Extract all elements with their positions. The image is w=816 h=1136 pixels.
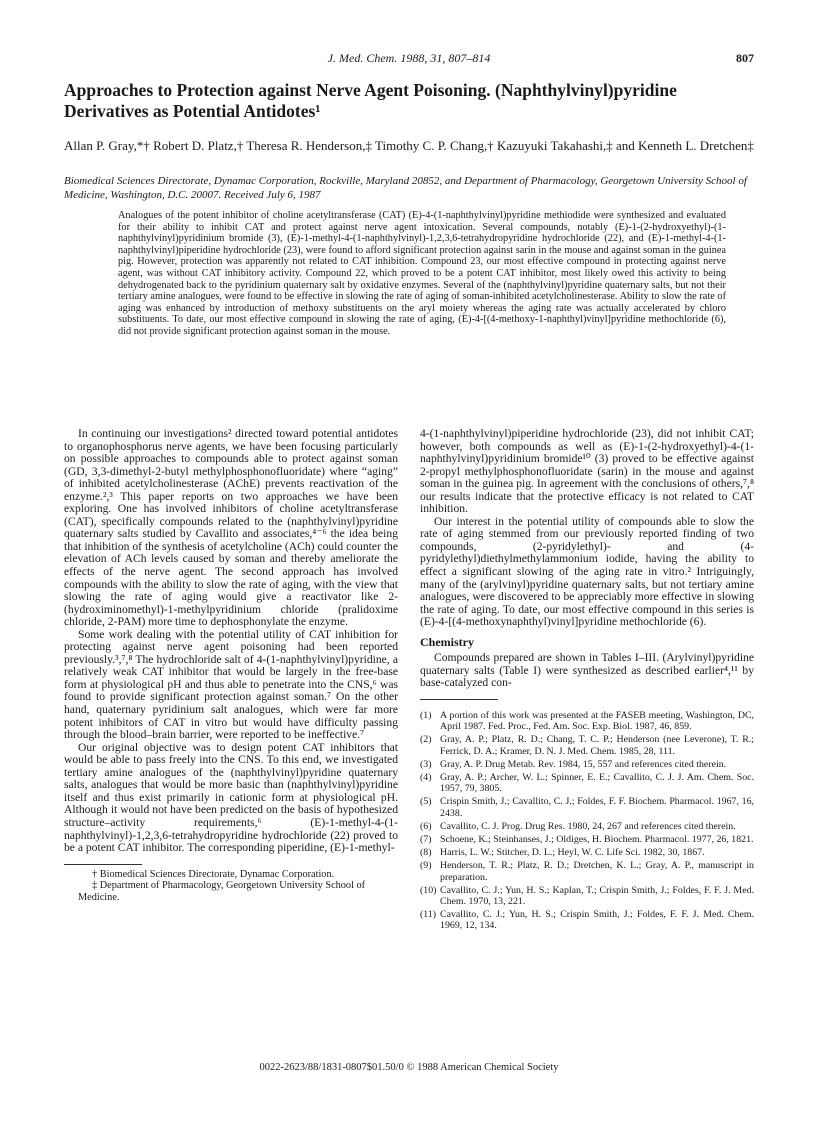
page-number: 807 xyxy=(736,51,754,65)
reference-text: Gray, A. P.; Archer, W. L.; Spinner, E. E.; Cavallito, C. J. J. Am. Chem. Soc. 1957, 79, 3805. xyxy=(440,771,754,795)
reference-item xyxy=(420,710,754,732)
reference-number: (8) xyxy=(420,847,432,859)
reference-number: (9) xyxy=(420,860,432,872)
reference-number: (11) xyxy=(420,909,437,921)
left-column xyxy=(64,428,398,904)
reference-number: (10) xyxy=(420,884,437,896)
reference-text: Cavallito, C. J. Prog. Drug Res. 1980, 24, 267 and references cited therein. xyxy=(440,820,736,832)
reference-number: (3) xyxy=(420,758,432,770)
reference-text: Cavallito, C. J.; Yun, H. S.; Crispin Smith, J.; Foldes, F. F. J. Med. Chem. 1969, 12, 134. xyxy=(440,909,754,932)
reference-item xyxy=(420,796,754,818)
author-list: Allan P. Gray,*† Robert D. Platz,† Theresa R. Henderson,‡ Timothy C. P. Chang,† Kazuyuki Takahashi,‡ and Kenneth L. Dretchen‡ xyxy=(64,138,754,153)
reference-item xyxy=(420,860,754,882)
abstract: Analogues of the potent inhibitor of choline acetyltransferase (CAT) (E)-4-(1-naphthylvinyl)pyridine methiodide were synthesized and evaluated for their ability to inhibit CAT and protect against nerve agent intoxication. Several compounds, notably (E)-1-(2-hydroxyethyl)-(1-naphthylvinyl)pyridinium bromide (3), (E)-1-methyl-4-(1-naphthylvinyl)-1,2,3,6-tetrahydropyridine hydrochloride (22), and (E)-1-methyl-4-(1-naphthylvinyl)piperidine hydrochloride (23), were found to afford significant protection against sarin in the mouse and against soman in the guinea pig. However, protection was apparently not related to CAT inhibition. Compound 23, our most effective compound in protecting against nerve agent, was without CAT inhibitory activity. Compound 22, which proved to be a potent CAT inhibitor, most likely owed this activity to being dehydrogenated back to the pyridinium quaternary salt by oxidative enzymes. Several of the (naphthylvinyl)pyridine quaternary salts, but not their tertiary amine analogues, were found to be effective in slowing the rate of aging of soman-inhibited acetylcholinesterase. Ability to slow the rate of aging was enhanced by introduction of methoxy substituents on the aryl moiety whereas the aging rate was actually accelerated by chloro substituents. To date, our most effective compound in slowing the rate of aging, (E)-4-[(4-methoxy-1-naphthyl)vinyl]pyridine methochloride (6), did not provide significant protection against soman in the mouse. xyxy=(118,210,726,337)
reference-number: (5) xyxy=(420,796,432,808)
footnote-divider xyxy=(64,864,142,865)
body-paragraph: In continuing our investigations² directed toward potential antidotes to organophosphorus nerve agents, we have been focusing particularly on possible approaches to compounds able to protect against soman (GD, 3,3-dimethyl-2-butyl methylphosphonofluoridate) where “aging” of inhibited acetylcholinesterase (AChE) prevents reactivation of the enzyme.²,³ This paper reports on two approaches we have been exploring. One has involved inhibitors of choline acetyltransferase (CAT), specifically compounds related to the (naphthylvinyl)pyridine quaternary salts studied by Cavallito and associates,⁴⁻⁶ the idea being that inhibition of the synthesis of acetylcholine (ACh) could counter the elevation of ACh levels caused by soman and thereby ameliorate the effects of the nerve agent. The second approach has involved compounds with the ability to slow the rate of aging, with the view that slowing the rate of aging would give a reactivator like 2-(hydroximinomethyl)-1-methylpyridinium chloride (pralidoxime chloride, 2-PAM) more time to dephosphonylate the enzyme. xyxy=(64,427,398,629)
footnote: ‡ Department of Pharmacology, Georgetown University School of Medicine. xyxy=(78,880,366,904)
reference-text: Gray, A. P.; Platz, R. D.; Chang, T. C. P.; Henderson (nee Leverone), T. R.; Ferrick, D. A.; Kramer, D. N. J. Med. Chem. 1985, 28, 111. xyxy=(440,734,754,757)
right-column xyxy=(420,428,754,934)
running-head xyxy=(64,51,754,67)
body-paragraph: Our interest in the potential utility of compounds able to slow the rate of aging stemmed from our previously reported finding of two compounds, (2-pyridylethyl)- and (4-pyridylethyl)diethylmethylammonium iodide, having the ability to effect a significant slowing of the aging rate in vitro.² Intriguingly, many of the (arylvinyl)pyridine quaternary salts, but not tertiary amine analogues, were discovered to be appreciably more effective in slowing the rate of aging. To date, our most effective compound in this series is (E)-4-[(4-methoxynaphthyl)vinyl]pyridine methochloride (6). xyxy=(420,514,754,629)
body-paragraph: 4-(1-naphthylvinyl)piperidine hydrochloride (23), did not inhibit CAT; however, both compounds as well as (E)-1-(2-hydroxyethyl)-4-(1-naphthylvinyl)pyridinium bromide¹⁰ (3) proved to be effective against 2-propyl methylphosphonofluoridate (sarin) in the mouse and against soman in the guinea pig. In agreement with the conclusions of others,⁷,⁸ our results indicate that the protective efficacy is not related to CAT inhibition. xyxy=(420,427,754,516)
section-heading-chemistry: Chemistry xyxy=(420,634,474,649)
reference-item xyxy=(420,759,754,770)
reference-text: Harris, L. W.; Stitcher, D. L.; Heyl, W. C. Life Sci. 1982, 30, 1867. xyxy=(440,847,705,859)
footnote: † Biomedical Sciences Directorate, Dynamac Corporation. xyxy=(92,868,335,880)
reference-number: (2) xyxy=(420,734,432,746)
reference-text: A portion of this work was presented at the FASEB meeting, Washington, DC, April 1987. Fed. Proc., Fed. Am. Soc. Exp. Biol. 1987, 46, 859. xyxy=(440,709,754,733)
reference-list xyxy=(420,710,754,932)
reference-item xyxy=(420,772,754,794)
body-paragraph: Compounds prepared are shown in Tables I–III. (Arylvinyl)pyridine quaternary salts (Table I) were synthesized as described earlier⁴,¹¹ by base-catalyzed con- xyxy=(420,651,754,690)
reference-item xyxy=(420,834,754,845)
journal-citation: J. Med. Chem. 1988, 31, 807–814 xyxy=(327,51,491,65)
references-divider xyxy=(420,699,498,700)
reference-item xyxy=(420,734,754,756)
reference-number: (7) xyxy=(420,833,432,845)
copyright-line: 0022-2623/88/1831-0807$01.50/0 © 1988 American Chemical Society xyxy=(259,1062,559,1073)
body-paragraph: Some work dealing with the potential utility of CAT inhibition for protecting against nerve agent poisoning had been reported previously.³,⁷,⁸ The hydrochloride salt of 4-(1-naphthylvinyl)pyridine, a relatively weak CAT inhibitor that would be largely in the free-base form at physiological pH and thus able to penetrate into the CNS,⁶ was found to provide significant protection against soman.⁷ On the other hand, quaternary pyridinium salt analogues, which were far more potent inhibitors of CAT in vitro but would have difficulty passing through the blood–brain barrier, were reported to be ineffective.⁷ xyxy=(64,627,398,742)
article-title: Approaches to Protection against Nerve Agent Poisoning. (Naphthylvinyl)pyridine Derivatives as Potential Antidotes¹ xyxy=(64,80,677,121)
affiliation: Biomedical Sciences Directorate, Dynamac Corporation, Rockville, Maryland 20852, and Department of Pharmacology, Georgetown University School of Medicine, Washington, D.C. 20007. Received July 6, 1987 xyxy=(64,175,747,201)
reference-number: (6) xyxy=(420,820,432,832)
reference-number: (1) xyxy=(420,709,432,721)
reference-text: Henderson, T. R.; Platz, R. D.; Dretchen, K. L.; Gray, A. P., manuscript in preparation. xyxy=(440,860,754,883)
reference-text: Cavallito, C. J.; Yun, H. S.; Kaplan, T.; Crispin Smith, J.; Foldes, F. F. J. Med. Chem. 1970, 13, 221. xyxy=(440,884,754,907)
reference-text: Gray, A. P. Drug Metab. Rev. 1984, 15, 557 and references cited therein. xyxy=(440,758,727,770)
reference-number: (4) xyxy=(420,771,432,783)
body-paragraph: Our original objective was to design potent CAT inhibitors that would be able to pass freely into the CNS. To this end, we investigated tertiary amine analogues of the (naphthylvinyl)pyridine quaternary salts, analogues that would be more basic than (naphthylvinyl)pyridine itself and thus exist primarily in cationic form at physiological pH. Although it would not have been predicted on the basis of hypothesized structure–activity requirements,⁶ (E)-1-methyl-4-(1-naphthylvinyl)-1,2,3,6-tetrahydropyridine hydrochloride (22) proved to be a potent CAT inhibitor. The corresponding piperidine, (E)-1-methyl- xyxy=(64,740,398,855)
reference-item xyxy=(420,821,754,832)
reference-text: Crispin Smith, J.; Cavallito, C. J.; Foldes, F. F. Biochem. Pharmacol. 1967, 16, 2438. xyxy=(440,796,754,819)
reference-item xyxy=(420,847,754,858)
reference-text: Schoene, K.; Steinhanses, J.; Oldiges, H. Biochem. Pharmacol. 1977, 26, 1821. xyxy=(440,833,754,845)
reference-item xyxy=(420,885,754,907)
reference-item xyxy=(420,909,754,931)
